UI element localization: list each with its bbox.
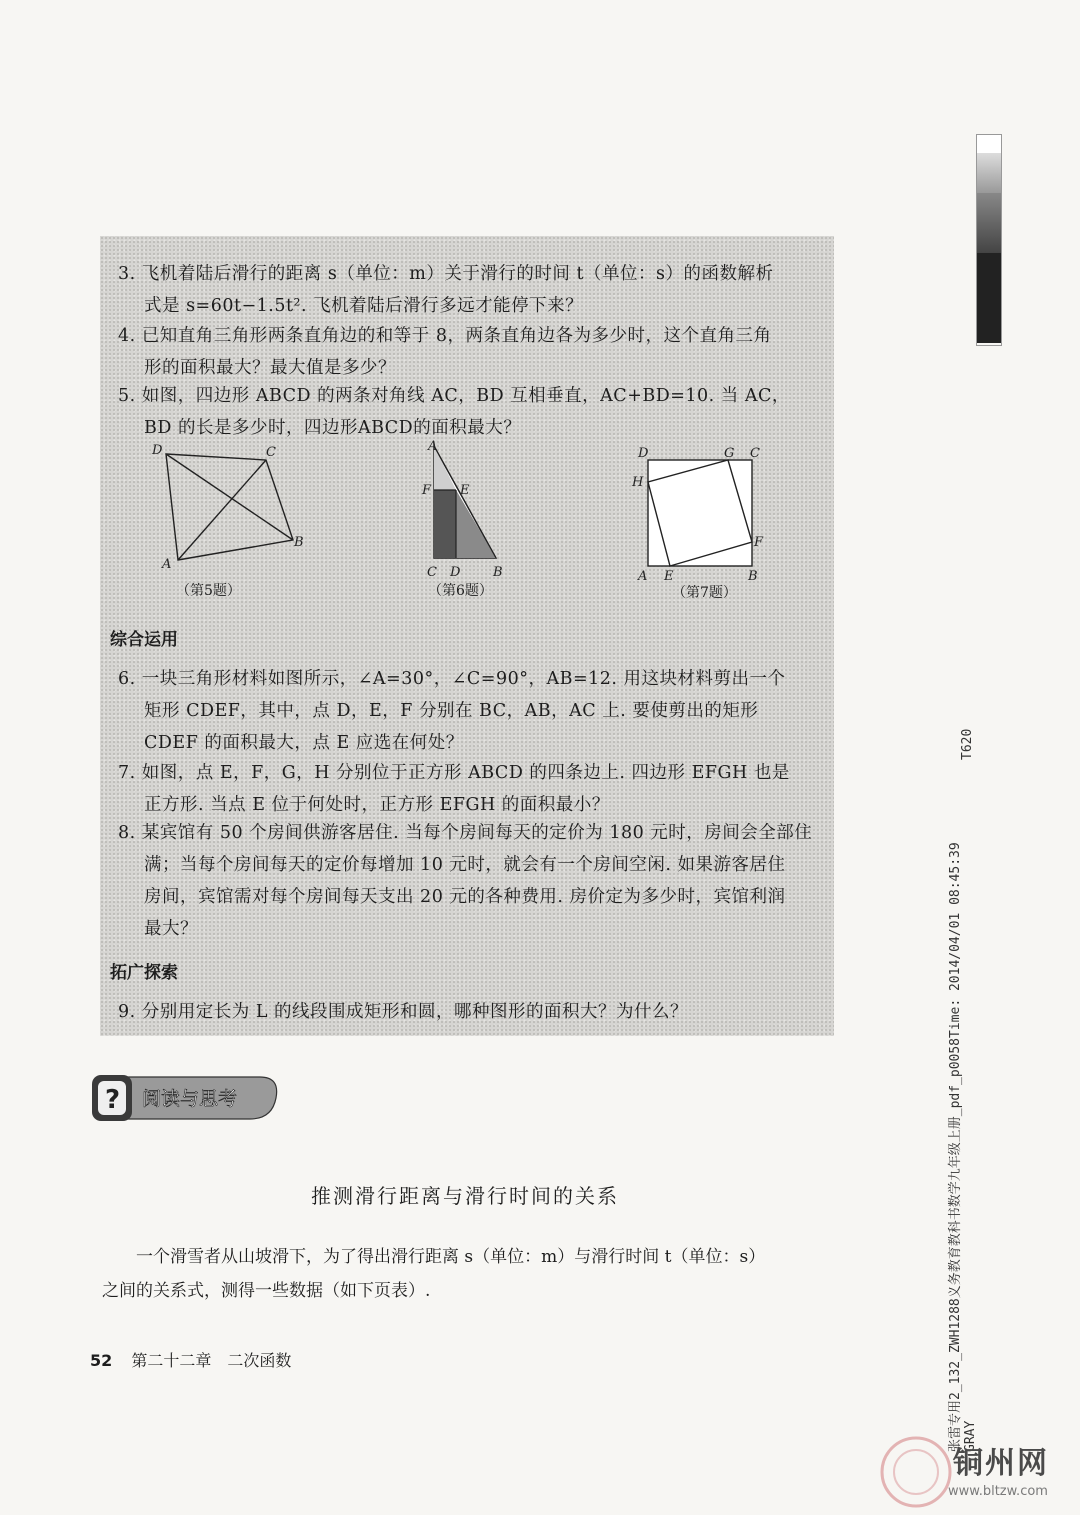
- figure-7: [630, 442, 770, 582]
- article-title: 推测滑行距离与滑行时间的关系: [311, 1184, 619, 1208]
- reading-and-thinking-badge: [90, 1073, 280, 1123]
- quadrilateral-abcd: [166, 454, 293, 560]
- page-footer: [90, 1348, 291, 1371]
- fig7-label-g: G: [724, 446, 735, 461]
- q8-line4: 最大？: [144, 919, 198, 939]
- fig6-label-d: D: [450, 565, 461, 580]
- question-5: [118, 380, 790, 444]
- fig6-label-b: B: [493, 565, 503, 580]
- fig7-label-e: E: [664, 569, 674, 582]
- fig7-label-h: H: [632, 475, 644, 490]
- fig7-label-b: B: [748, 569, 758, 582]
- fig7-label-a: A: [638, 569, 648, 582]
- diagonal-ac: [178, 460, 266, 560]
- fig7-label-c: C: [750, 446, 760, 461]
- fig5-label-d: D: [152, 443, 163, 458]
- fig5-label-a: A: [162, 557, 172, 572]
- margin-print-line2: GRAY: [963, 1420, 978, 1452]
- section-title-extension: 拓广探索: [110, 963, 178, 983]
- diagonal-bd: [166, 454, 293, 540]
- section-title-comprehensive: 综合运用: [110, 630, 178, 650]
- figure-5: [148, 440, 318, 580]
- q5-line1: 5. 如图，四边形 ABCD 的两条对角线 AC，BD 互相垂直，AC+BD=10. 当 AC，: [118, 386, 790, 406]
- q7-line2: 正方形. 当点 E 位于何处时，正方形 EFGH 的面积最小？: [144, 795, 610, 815]
- q8-line1: 8. 某宾馆有 50 个房间供游客居住. 当每个房间每天的定价为 180 元时，房间会全部住: [118, 823, 813, 843]
- fig6-label-c: C: [427, 565, 437, 580]
- question-9: [118, 996, 688, 1028]
- question-7: [118, 757, 790, 821]
- margin-print-line1: 张雷专用2_132_ZWH1288义务教育教科书数学九年级上册_pdf_p0058Time: 2014/04/01 08:45:39: [948, 842, 963, 1452]
- watermark-url: www.bltzw.com: [948, 1484, 1048, 1499]
- q6-line2: 矩形 CDEF，其中，点 D，E，F 分别在 BC，AB，AC 上. 要使剪出的矩形: [144, 701, 759, 721]
- fig5-caption: （第5题）: [176, 583, 241, 599]
- q6-line1: 6. 一块三角形材料如图所示，∠A=30°，∠C=90°，AB=12. 用这块材料剪出一个: [118, 669, 786, 689]
- color-calibration-strip: [976, 134, 1002, 346]
- q6-line3: CDEF 的面积最大，点 E 应选在何处？: [144, 733, 464, 753]
- fig6-label-e: E: [460, 483, 470, 498]
- fig6-label-f: F: [422, 483, 432, 498]
- q4-line2: 形的面积最大？最大值是多少？: [144, 358, 396, 378]
- question-3: [118, 258, 773, 322]
- margin-code: T620: [960, 728, 975, 760]
- article-paragraph: [102, 1240, 842, 1308]
- rectangle-cdef: [434, 490, 456, 558]
- q8-line2: 满；当每个房间每天的定价每增加 10 元时，就会有一个房间空闲. 如果游客居住: [144, 855, 786, 875]
- q3-line1: 3. 飞机着陆后滑行的距离 s（单位：m）关于滑行的时间 t（单位：s）的函数解析: [118, 264, 774, 284]
- question-6: [118, 663, 786, 759]
- q4-line1: 4. 已知直角三角形两条直角边的和等于 8，两条直角边各为多少时，这个直角三角: [118, 326, 772, 346]
- figure-6: [418, 438, 518, 580]
- q9-line1: 9. 分别用定长为 L 的线段围成矩形和圆，哪种图形的面积大？为什么？: [118, 1002, 689, 1022]
- question-8: [118, 817, 812, 945]
- article-p1-line1: 一个滑雪者从山坡滑下，为了得出滑行距离 s（单位：m）与滑行时间 t（单位：s）: [136, 1247, 766, 1267]
- square-abcd: [648, 460, 752, 566]
- q7-line1: 7. 如图，点 E，F，G，H 分别位于正方形 ABCD 的四条边上. 四边形 EFGH 也是: [118, 763, 790, 783]
- chapter-title: 第二十二章 二次函数: [131, 1351, 292, 1370]
- q5-line2: BD 的长是多少时，四边形ABCD的面积最大？: [144, 418, 522, 438]
- article-p1-line2: 之间的关系式，测得一些数据（如下页表）.: [102, 1281, 431, 1301]
- q3-line2: 式是 s=60t−1.5t². 飞机着陆后滑行多远才能停下来？: [144, 296, 584, 316]
- fig7-label-d: D: [638, 446, 649, 461]
- question-mark-icon: ?: [105, 1085, 121, 1115]
- fig5-label-b: B: [294, 535, 304, 550]
- fig6-label-a: A: [428, 439, 438, 454]
- q8-line3: 房间，宾馆需对每个房间每天支出 20 元的各种费用. 房价定为多少时，宾馆利润: [144, 887, 786, 907]
- reading-badge-label: 阅读与思考: [142, 1088, 238, 1110]
- watermark-text: 铜州网: [953, 1446, 1049, 1481]
- fig7-label-f: F: [754, 535, 764, 550]
- fig6-caption: （第6题）: [428, 583, 493, 599]
- page-number: 52: [90, 1351, 113, 1370]
- seal-icon: [882, 1438, 950, 1506]
- question-4: [118, 320, 771, 384]
- fig5-label-c: C: [266, 445, 276, 460]
- margin-print-info: [944, 592, 978, 1452]
- fig7-caption: （第7题）: [672, 585, 737, 601]
